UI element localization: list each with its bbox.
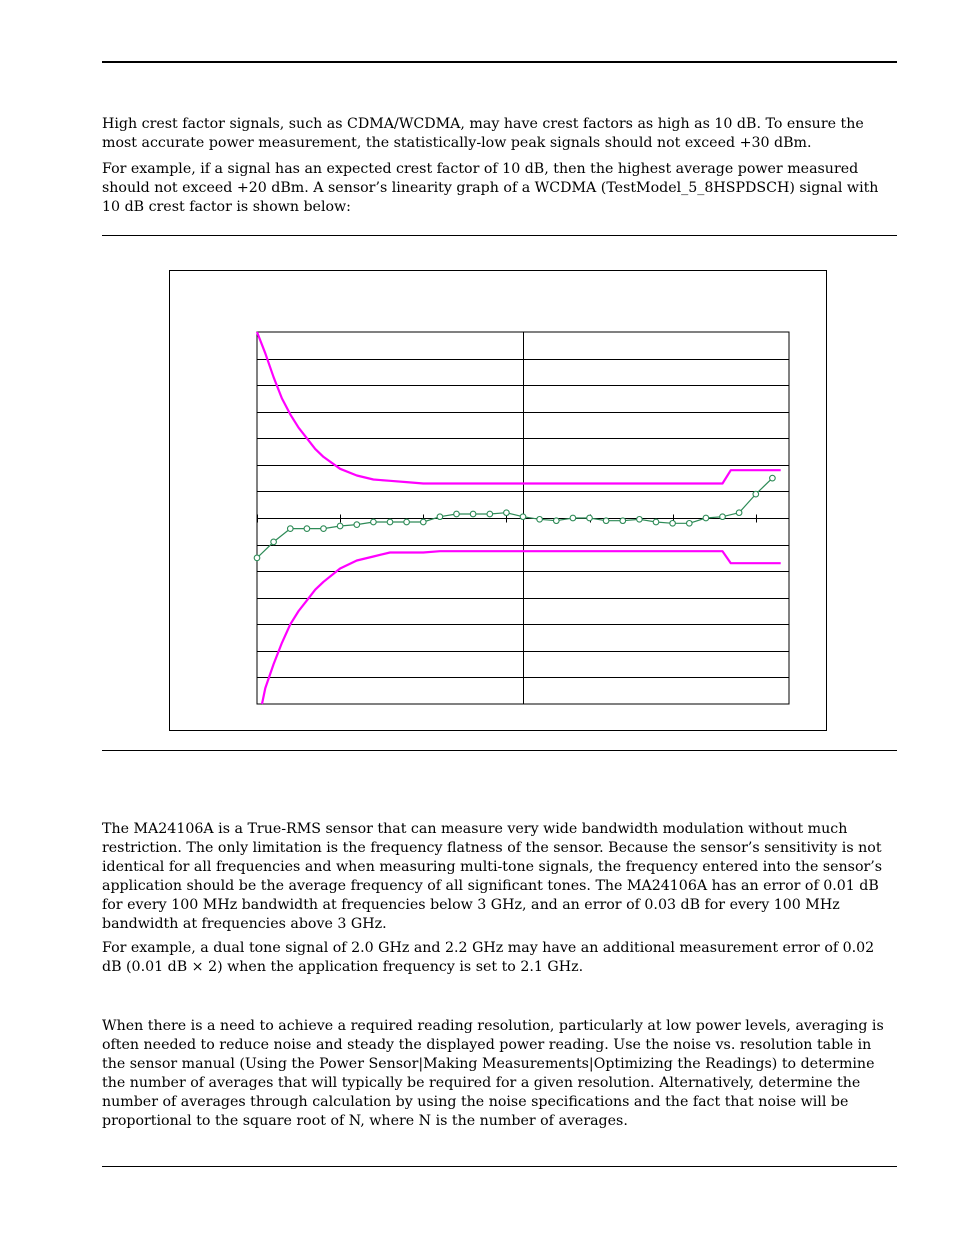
data-point xyxy=(354,522,360,528)
figure-bottom-rule xyxy=(102,750,897,751)
data-point xyxy=(304,526,310,532)
data-point xyxy=(504,510,510,516)
data-point xyxy=(687,521,693,527)
data-point xyxy=(271,539,277,545)
data-point xyxy=(670,521,676,527)
data-point xyxy=(520,514,526,520)
data-point xyxy=(421,519,427,525)
header-rule xyxy=(102,61,897,63)
paragraph-crest-example: For example, if a signal has an expected crest factor of 10 dB, then the highest average power measured should not exceed +20 dBm. A sensor’s linearity graph of a WCDMA (TestModel_5_8HSPDSCH) signal with 10 dB crest factor is shown below: xyxy=(102,161,879,215)
data-point xyxy=(736,510,742,516)
paragraph-averaging: When there is a need to achieve a required reading resolution, particularly at low power levels, averaging is often needed to reduce noise and steady the displayed power reading. Use the noise vs. resolution table in the sensor manual (Using the Power Sensor|Making Measurements|Optimizing the Readings) to determine the number of averages that will typically be required for a given resolution. Alternatively, determine the number of averages through calculation by using the noise specifications and the fact that noise will be proportional to the square root of N, where N is the number of averages. xyxy=(102,1018,884,1129)
linearity-chart xyxy=(170,271,828,732)
data-point xyxy=(454,511,460,517)
data-point xyxy=(288,526,294,532)
figure-top-rule xyxy=(102,235,897,236)
data-point xyxy=(404,519,410,525)
data-point xyxy=(653,519,659,525)
data-point xyxy=(371,519,377,525)
data-point xyxy=(570,515,576,521)
data-point xyxy=(254,555,260,561)
paragraph-crest-factor: High crest factor signals, such as CDMA/WCDMA, may have crest factors as high as 10 dB. To ensure the most accurate power measurement, the statistically-low peak signals should not exceed +30 dBm. xyxy=(102,116,864,151)
data-point xyxy=(554,518,560,524)
data-point xyxy=(637,517,643,523)
data-point xyxy=(703,515,709,521)
data-point xyxy=(720,514,726,520)
footer-rule xyxy=(102,1166,897,1167)
data-point xyxy=(603,518,609,524)
data-point xyxy=(620,518,626,524)
linearity-chart-frame xyxy=(169,270,827,731)
data-point xyxy=(470,511,476,517)
series-line-lower-limit xyxy=(262,551,781,704)
data-point xyxy=(437,514,443,520)
data-point xyxy=(487,511,493,517)
data-point xyxy=(321,526,327,532)
data-point xyxy=(587,515,593,521)
data-point xyxy=(337,523,343,529)
data-point xyxy=(537,517,543,523)
data-point xyxy=(387,519,393,525)
data-point xyxy=(753,491,759,497)
paragraph-true-rms: The MA24106A is a True-RMS sensor that can measure very wide bandwidth modulation without much restriction. The only limitation is the frequency flatness of the sensor. Because the sensor’s sensitivity is not identical for all frequencies and when measuring multi-tone signals, the frequency entered into the sensor’s application should be the average frequency of all significant tones. The MA24106A has an error of 0.01 dB for every 100 MHz bandwidth at frequencies below 3 GHz, and an error of 0.03 dB for every 100 MHz bandwidth at frequencies above 3 GHz. xyxy=(102,821,883,932)
series-line-upper-limit xyxy=(257,332,781,484)
paragraph-dual-tone: For example, a dual tone signal of 2.0 GHz and 2.2 GHz may have an additional measurement error of 0.02 dB (0.01 dB × 2) when the application frequency is set to 2.1 GHz. xyxy=(102,940,875,975)
data-point xyxy=(770,475,776,481)
